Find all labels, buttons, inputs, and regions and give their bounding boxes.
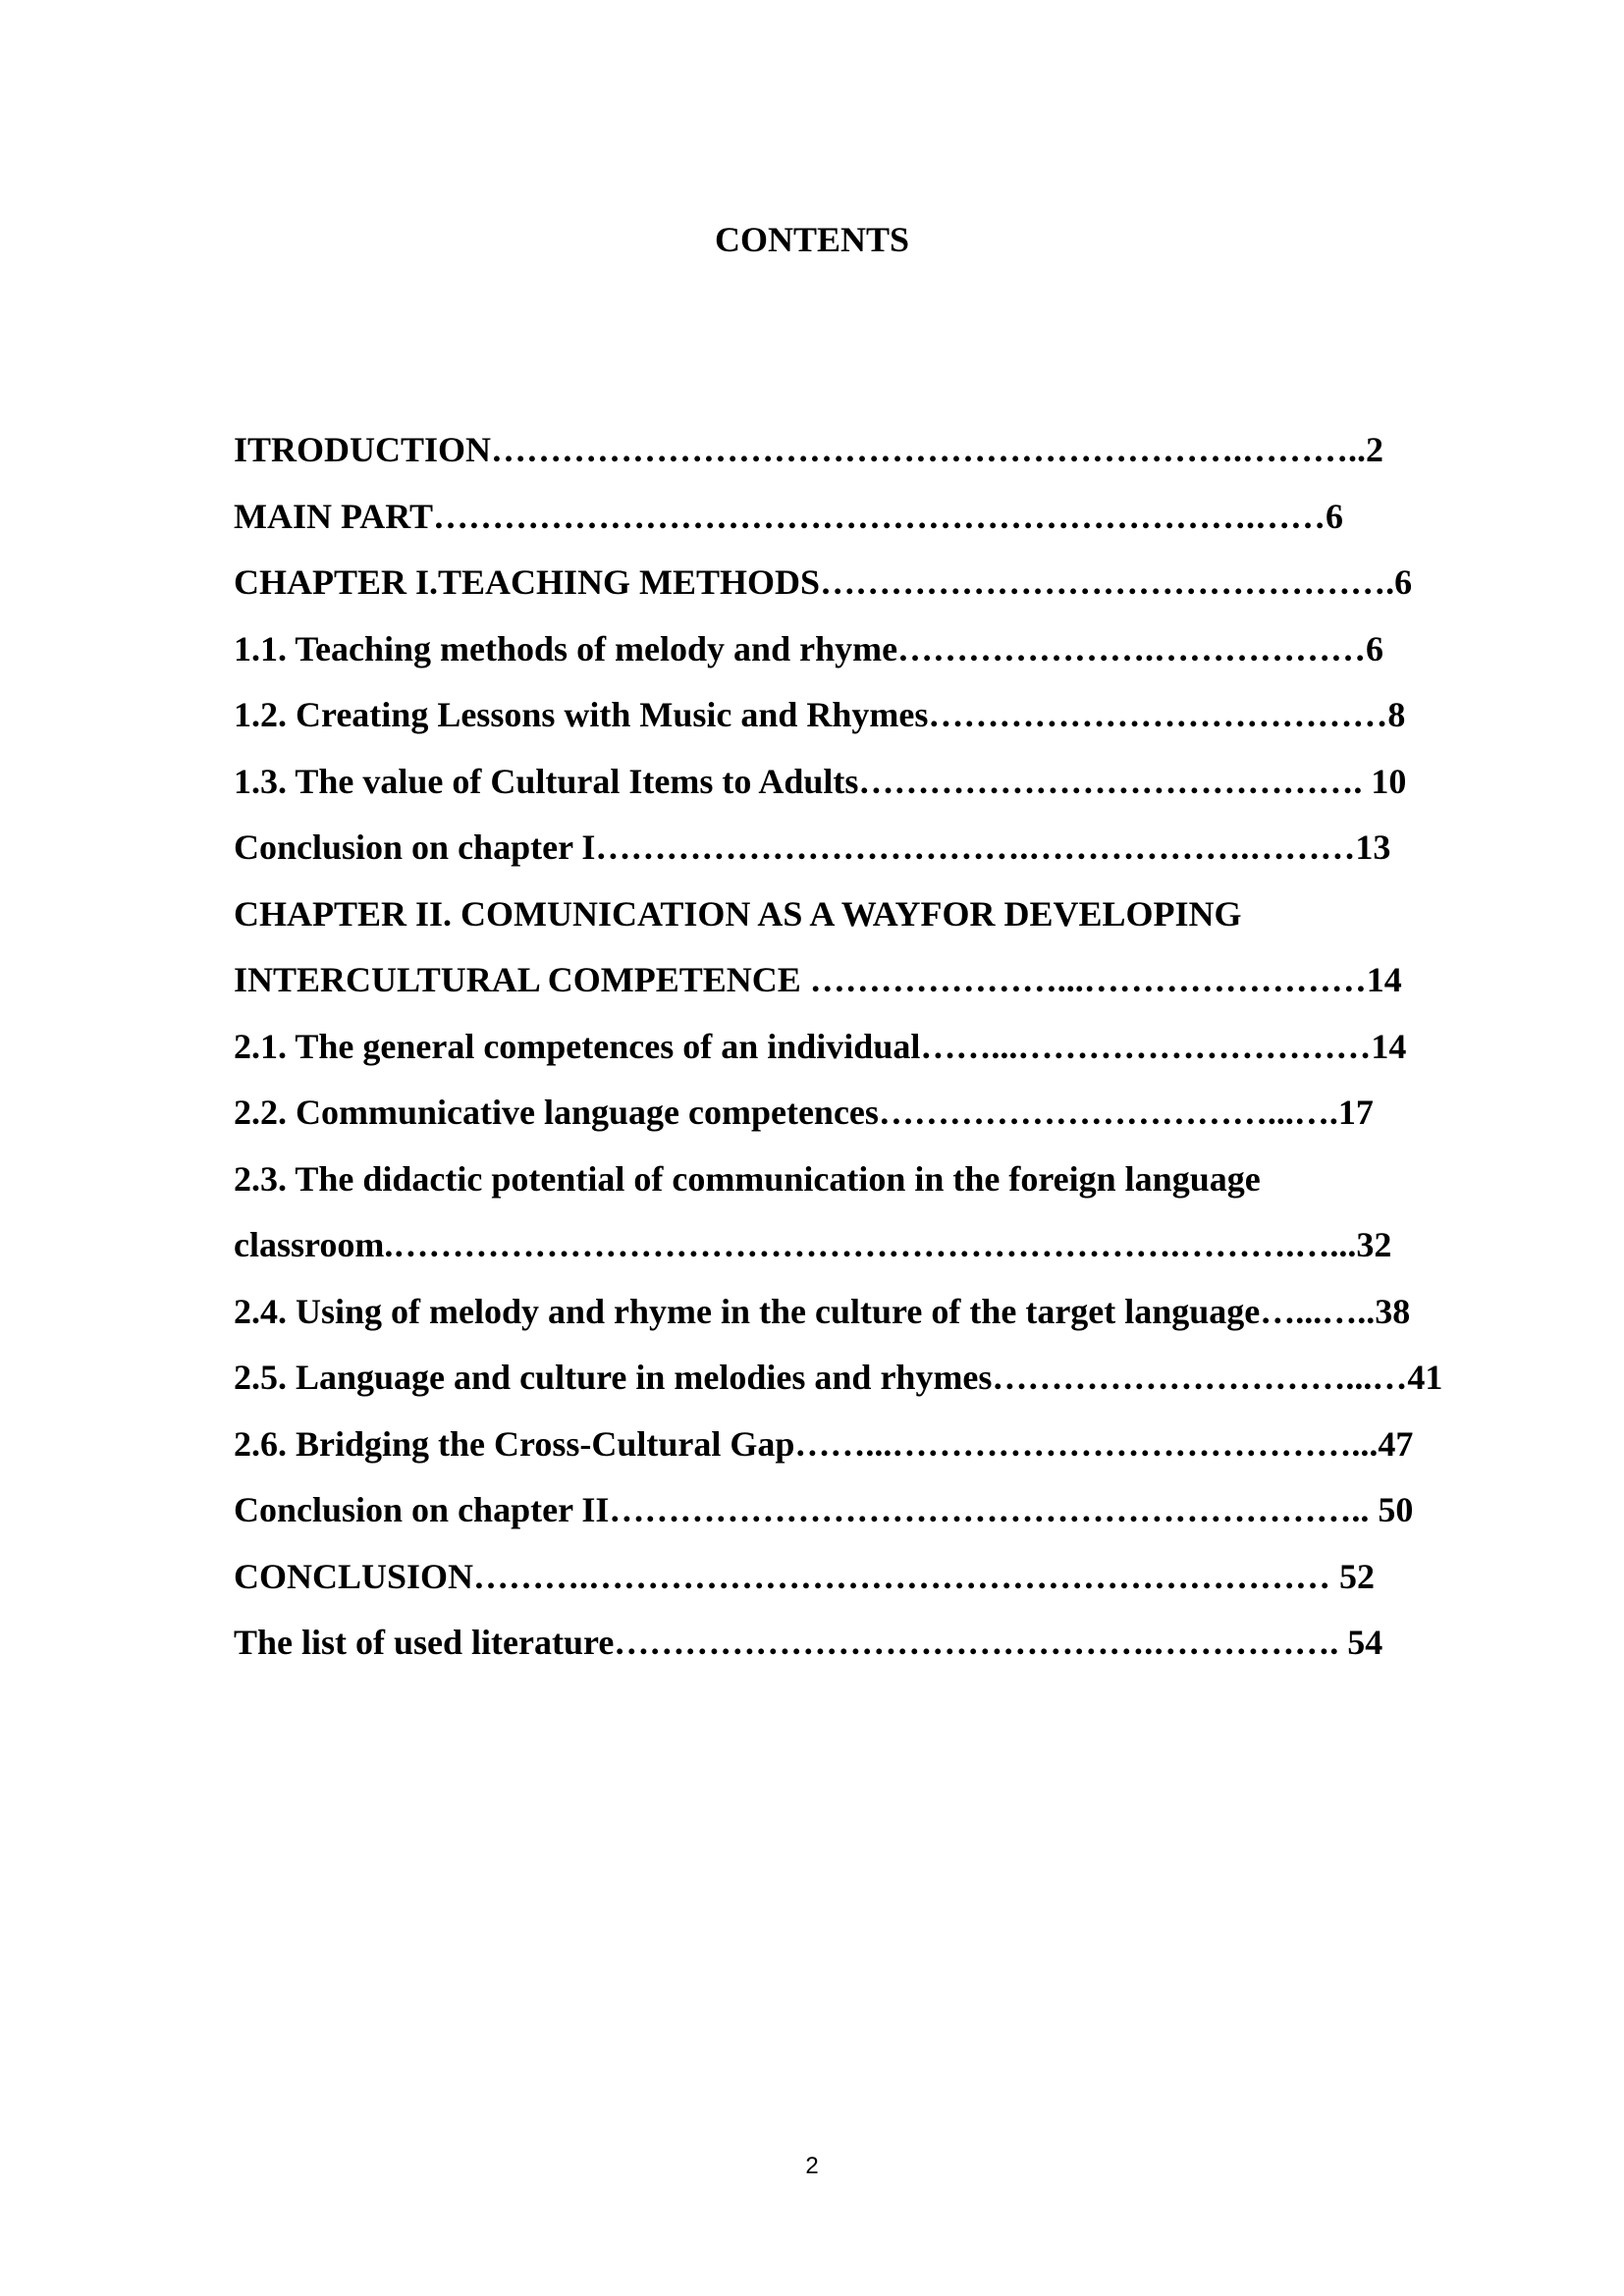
toc-line: 2.3. The didactic potential of communication in the foreign language (234, 1158, 1261, 1199)
toc-line: MAIN PART…………………………………………………………….……6 (234, 496, 1344, 536)
toc-line: 2.5. Language and culture in melodies and rhymes…………………………...…41 (234, 1358, 1443, 1397)
toc-line: 1.2. Creating Lessons with Music and Rhymes…………………………………8 (234, 695, 1406, 734)
toc-line: 1.1. Teaching methods of melody and rhyme………………….………………6 (234, 628, 1384, 668)
toc-line: 2.2. Communicative language competences……………………………...….17 (234, 1093, 1374, 1132)
page-number: 2 (805, 2153, 819, 2179)
toc-line: CONCLUSION……….……………………………………………………… 52 (234, 1556, 1376, 1596)
page-title: CONTENTS (714, 220, 910, 259)
toc-line: CHAPTER I.TEACHING METHODS………………………………………….6 (234, 562, 1413, 602)
toc-line: 2.4. Using of melody and rhyme in the culture of the target language…...…..38 (234, 1291, 1411, 1331)
toc-line: 2.1. The general competences of an individual……...…………………………14 (234, 1026, 1407, 1066)
table-of-contents (234, 417, 1520, 1677)
toc-line: Conclusion on chapter II……………………………………………………….. 50 (234, 1490, 1414, 1529)
toc-line: CHAPTER II. COMUNICATION AS A WAYFOR DEVELOPING (234, 893, 1242, 934)
toc-line: classroom.………………………………………………………….……….…...32 (234, 1225, 1392, 1264)
toc-line: The list of used literature……………………………………….……………. 54 (234, 1623, 1383, 1662)
toc-line: Conclusion on chapter I……………………………….……………….………13 (234, 828, 1391, 867)
toc-line: ITRODUCTION……………………………………………………….………..2 (234, 430, 1384, 469)
toc-line: 1.3. The value of Cultural Items to Adults……………………………………. 10 (234, 761, 1407, 801)
toc-line: INTERCULTURAL COMPETENCE …………………...……………………14 (234, 960, 1402, 999)
toc-line: 2.6. Bridging the Cross-Cultural Gap……...…………………………………...47 (234, 1423, 1414, 1464)
